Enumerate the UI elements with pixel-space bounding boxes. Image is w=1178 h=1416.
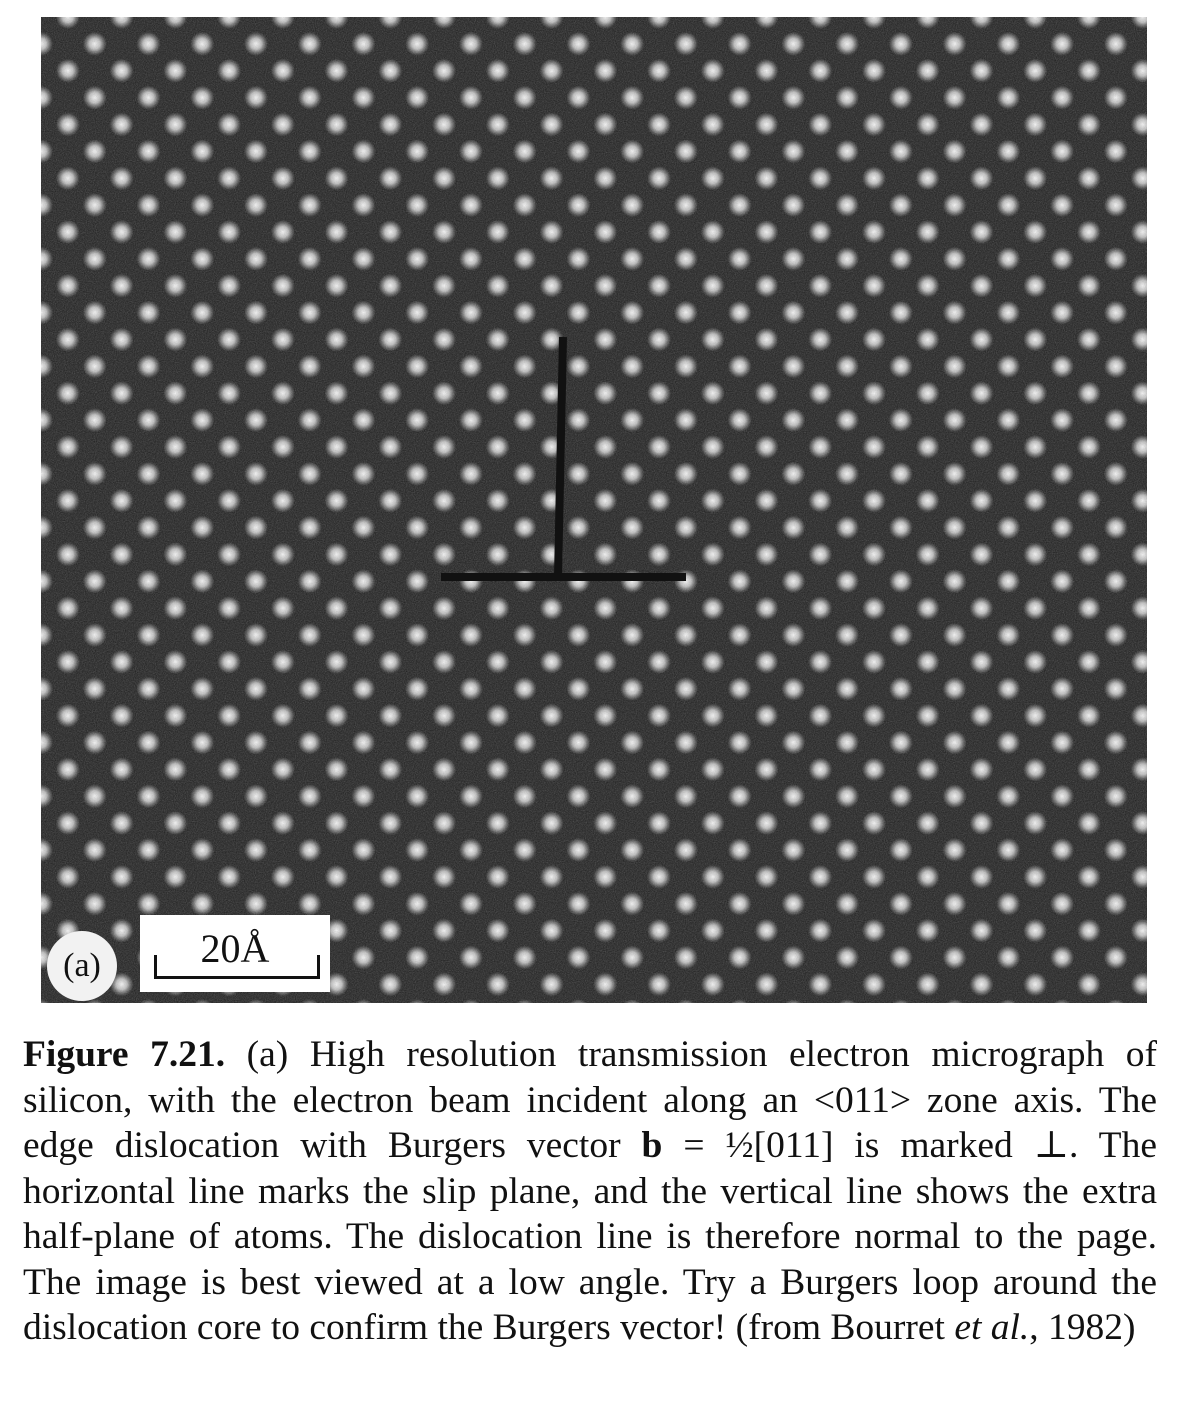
- scale-bar-label: 20Å: [200, 926, 270, 971]
- figure-number: Figure 7.21.: [23, 1034, 226, 1075]
- caption-text-3: , 1982): [1029, 1307, 1136, 1348]
- panel-label: (a): [47, 931, 117, 1001]
- caption-text-2: = ½[011] is marked ⊥. The horizontal line marks the slip plane, and the vertical line shows the extra half-plane of atoms. The dislocation line is therefore normal to the page. The image is best viewed at a low angle. Try a Burgers loop around the dislocation core to confirm the Burgers vector! (from Bourret: [23, 1125, 1157, 1348]
- scale-bar: [154, 955, 320, 979]
- extra-half-plane-line: [558, 337, 563, 577]
- micrograph-figure: [41, 17, 1147, 1003]
- et-al: et al.: [954, 1307, 1030, 1348]
- micrograph-image: [41, 17, 1147, 1003]
- scale-bar-box: [140, 915, 330, 992]
- burgers-vector-symbol: b: [641, 1125, 663, 1166]
- caption-text-1: (a) High resolution transmission electron micrograph of silicon, with the electron beam incident along an <011> zone axis. The edge dislocation with Burgers vector: [23, 1034, 1157, 1166]
- image-grain: [41, 17, 1147, 1003]
- figure-caption: [23, 1032, 1157, 1351]
